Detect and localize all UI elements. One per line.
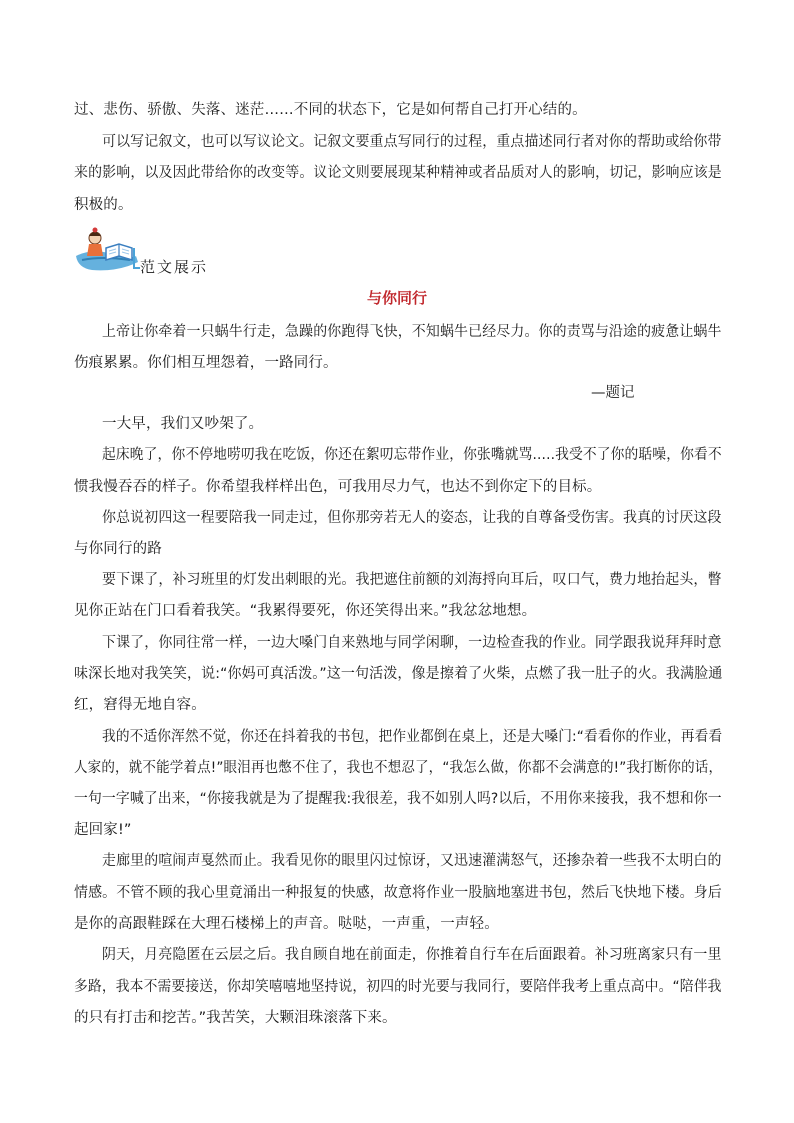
body-line: 是你的高跟鞋踩在大理石楼梯上的声音。哒哒，一声重，一声轻。 [74, 916, 499, 932]
intro-line: 来的影响，以及因此带给你的改变等。议论文则要展现某种精神或者品质对人的影响，切记，影响应该是 [74, 165, 722, 181]
body-line: 见你正站在门口看着我笑。“我累得要死，你还笑得出来。”我忿忿地想。 [74, 603, 537, 619]
body-line: 起回家!” [74, 822, 132, 838]
body-line: 味深长地对我笑笑，说:“你妈可真活泼。”这一句活泼，像是擦着了火柴，点燃了我一肚子的火。我满脸通 [74, 666, 723, 682]
body-line: 人家的，就不能学着点!”眼泪再也憋不住了，我也不想忍了，“我怎么做，你都不会满意的!”我打断你的话， [74, 760, 723, 776]
body-line: 要下课了，补习班里的灯发出刺眼的光。我把遮住前额的刘海捋向耳后，叹口气，费力地抬起头，瞥 [102, 572, 722, 588]
body-line: 阴天，月亮隐匿在云层之后。我自顾自地在前面走，你推着自行车在后面跟着。补习班离家只有一里 [102, 947, 722, 963]
intro-line: 积极的。 [74, 197, 133, 213]
body-line: 多路，我本不需要接送，你却笑嘻嘻地坚持说，初四的时光要与我同行，要陪伴我考上重点高中。“陪伴我 [74, 979, 722, 995]
body-line: 我的不适你浑然不觉，你还在抖着我的书包，把作业都倒在桌上，还是大嗓门:“看看你的作业，再看看 [102, 729, 723, 745]
body-line: 一句一字喊了出来，“你接我就是为了提醒我:我很差，我不如别人吗?以后，不用你来接我，我不想和你一 [74, 791, 722, 807]
body-line: 的只有打击和挖苦。”我苦笑，大颗泪珠滚落下来。 [74, 1010, 397, 1026]
epigraph-attribution: —题记 [591, 385, 635, 401]
section-banner-label: 范文展示 [140, 258, 209, 276]
epigraph-line: 上帝让你牵着一只蜗牛行走，急躁的你跑得飞快，不知蜗牛已经尽力。你的责骂与沿途的疲惫让蜗牛 [102, 324, 722, 340]
body-line: 惯我慢吞吞的样子。你希望我样样出色，可我用尽力气，也达不到你定下的目标。 [74, 479, 602, 495]
body-line: 你总说初四这一程要陪我一同走过，但你那旁若无人的姿态，让我的自尊备受伤害。我真的讨厌这段 [102, 510, 722, 526]
epigraph-line: 伤痕累累。你们相互埋怨着，一路同行。 [74, 355, 338, 371]
body-line: 走廊里的喧闹声戛然而止。我看见你的眼里闪过惊讶，又迅速灌满怒气，还掺杂着一些我不太明白的 [102, 853, 722, 869]
section-banner [72, 226, 242, 278]
body-line: 下课了，你同往常一样，一边大嗓门自来熟地与同学闲聊，一边检查我的作业。同学跟我说拜拜时意 [102, 635, 722, 651]
body-line: 情感。不管不顾的我心里竟涌出一种报复的快感，故意将作业一股脑地塞进书包，然后飞快地下楼。身后 [74, 885, 722, 901]
intro-line: 可以写记叙文，也可以写议论文。记叙文要重点写同行的过程，重点描述同行者对你的帮助或给你带 [102, 134, 722, 150]
intro-line: 过、悲伤、骄傲、失落、迷茫……不同的状态下，它是如何帮自己打开心结的。 [74, 102, 587, 118]
body-line: 与你同行的路 [74, 541, 162, 557]
body-line: 红，窘得无地自容。 [74, 697, 206, 713]
body-line: 起床晚了，你不停地唠叨我在吃饭，你还在絮叨忘带作业，你张嘴就骂.....我受不了你的聒噪，你看不 [102, 447, 722, 463]
essay-title: 与你同行 [366, 289, 427, 307]
body-line: 一大早，我们又吵架了。 [102, 416, 264, 432]
